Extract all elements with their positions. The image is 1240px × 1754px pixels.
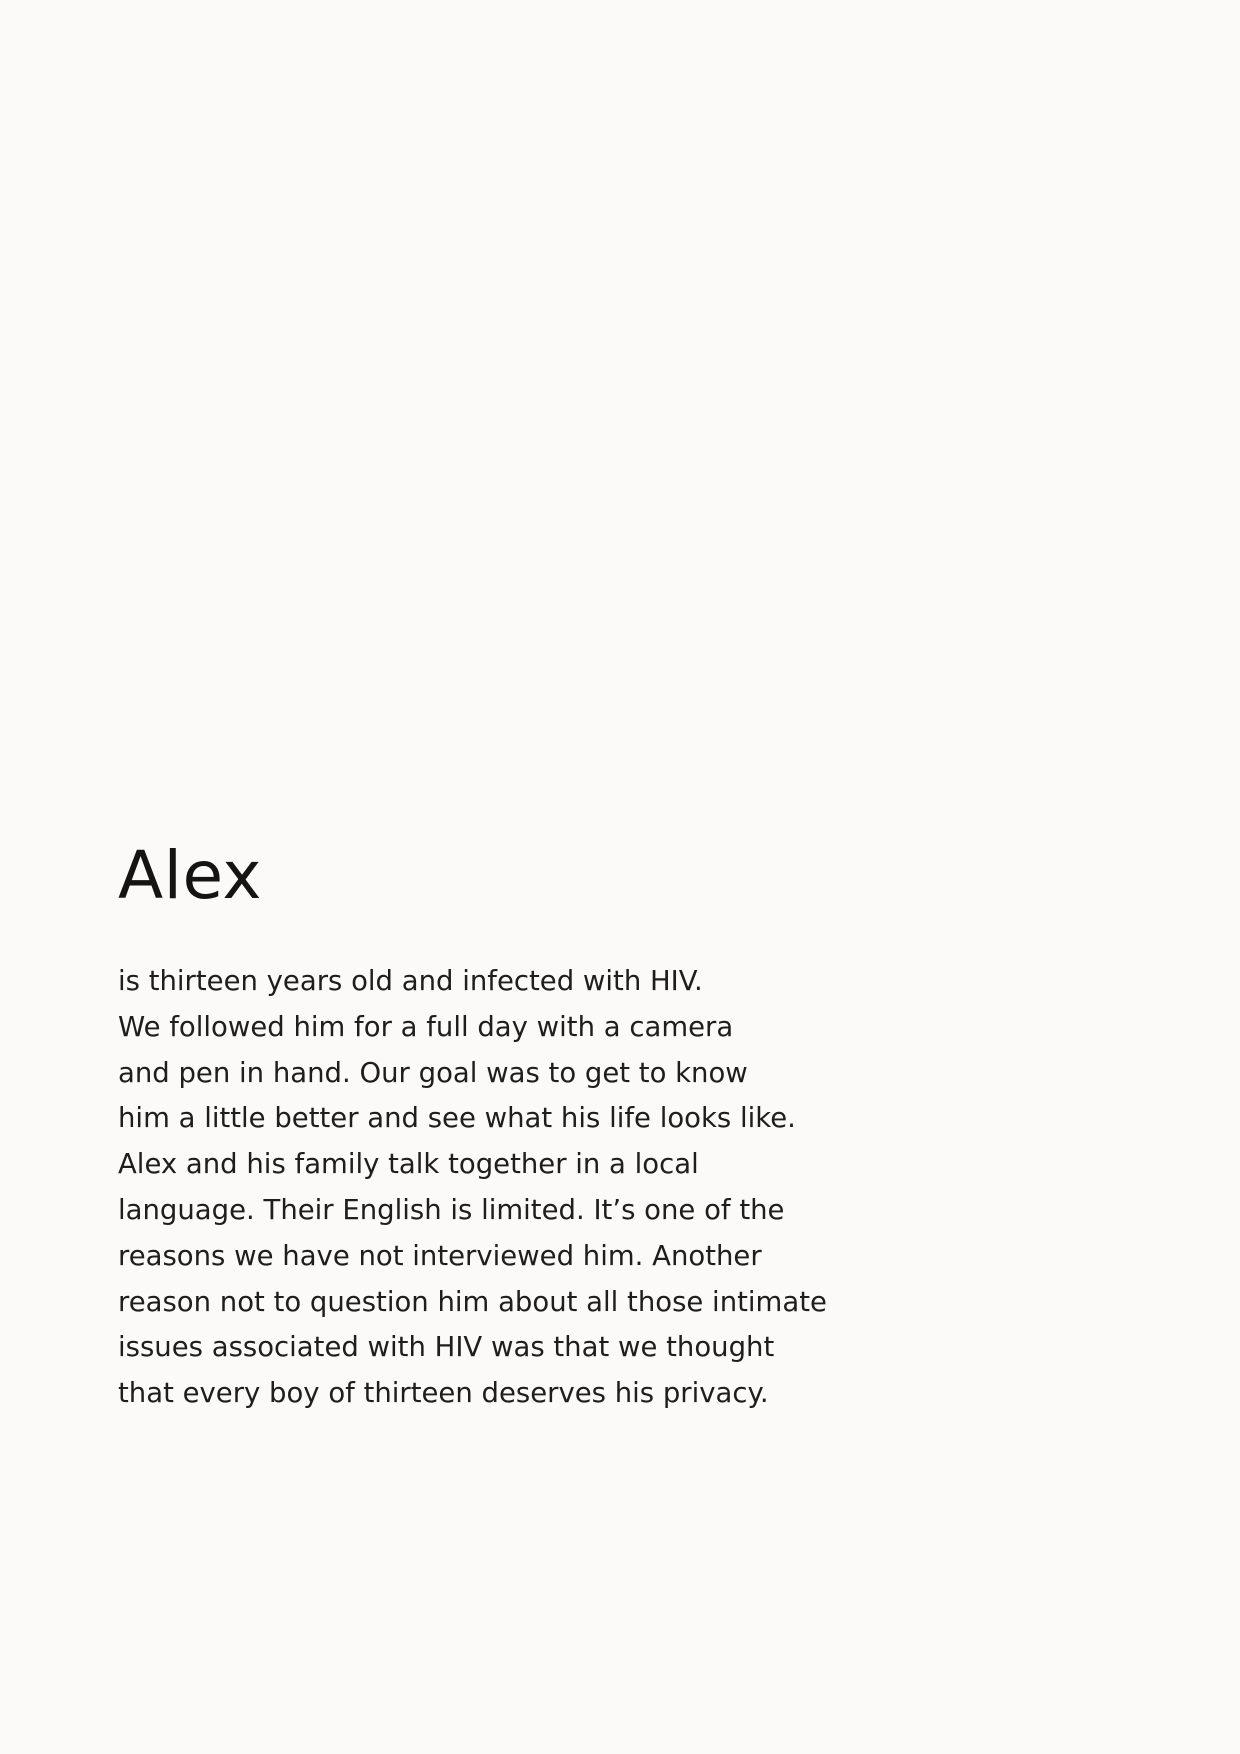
body-line: and pen in hand. Our goal was to get to know (118, 1056, 748, 1089)
body-line: reason not to question him about all those intimate (118, 1285, 827, 1318)
body-line: language. Their English is limited. It’s one of the (118, 1193, 785, 1226)
body-paragraph (118, 959, 978, 1417)
body-line: issues associated with HIV was that we thought (118, 1331, 775, 1364)
body-line: is thirteen years old and infected with HIV. (118, 965, 703, 997)
body-line: We followed him for a full day with a camera (118, 1010, 734, 1043)
body-line: that every boy of thirteen deserves his privacy. (118, 1377, 769, 1410)
page-title: Alex (118, 837, 262, 914)
body-line: Alex and his family talk together in a local (118, 1148, 699, 1181)
body-line: reasons we have not interviewed him. Another (118, 1239, 762, 1272)
body-line: him a little better and see what his life looks like. (118, 1102, 796, 1135)
